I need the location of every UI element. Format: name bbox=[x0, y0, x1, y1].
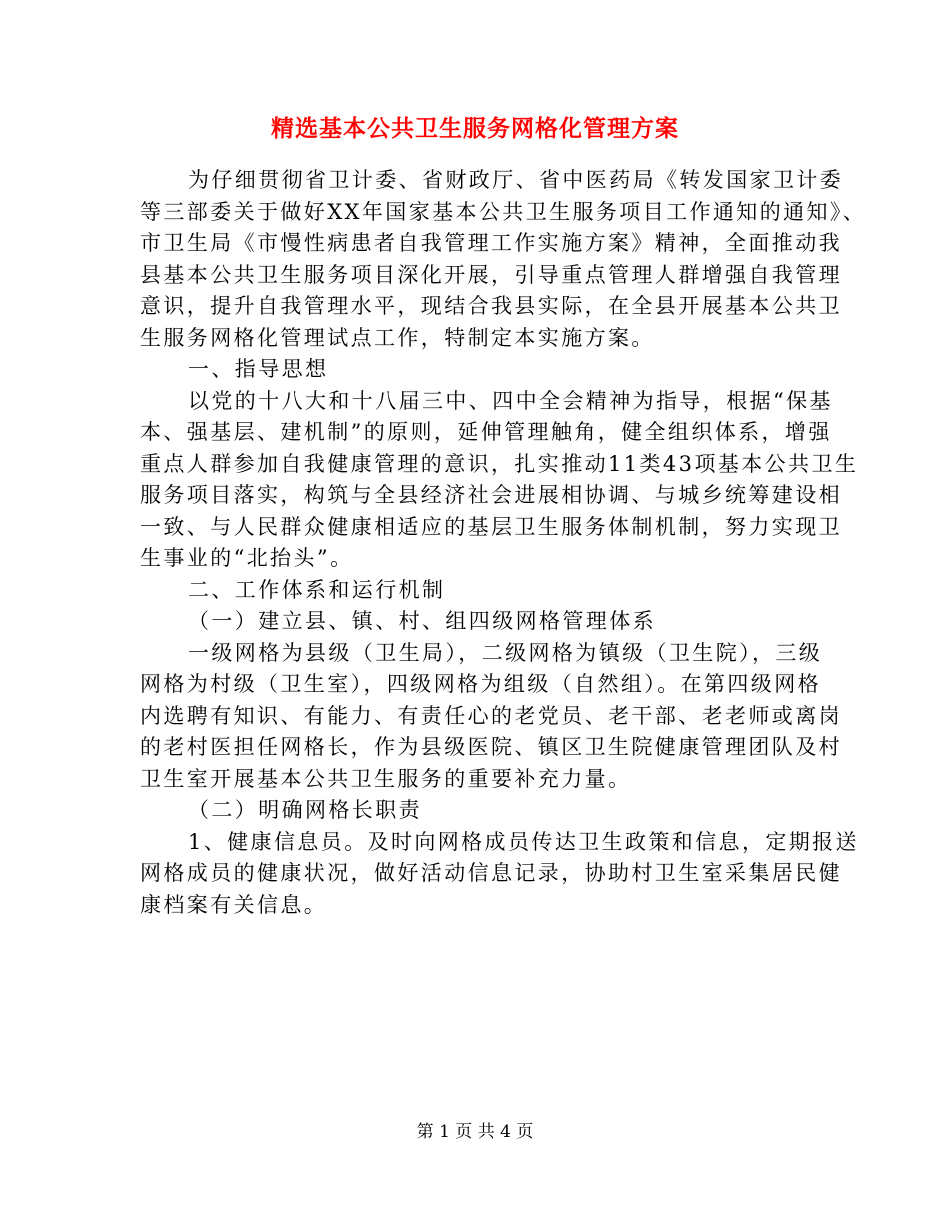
document-title: 精选基本公共卫生服务网格化管理方案 bbox=[271, 115, 679, 142]
body-line: 重点人群参加自我健康管理的意识，扎实推动11类43项基本公共卫生 bbox=[140, 451, 859, 476]
body-line: 康档案有关信息。 bbox=[140, 892, 328, 917]
body-line: 县基本公共卫生服务项目深化开展，引导重点管理人群增强自我管理 bbox=[140, 262, 842, 287]
body-line: 以党的十八大和十八届三中、四中全会精神为指导，根据“保基 bbox=[188, 388, 833, 413]
section-heading: 二、工作体系和运行机制 bbox=[188, 577, 446, 602]
body-line: 生事业的“北抬头”。 bbox=[140, 546, 354, 570]
body-line: 网格成员的健康状况，做好活动信息记录，协助村卫生室采集居民健 bbox=[140, 861, 842, 885]
document-body bbox=[140, 165, 867, 921]
body-line: 意识，提升自我管理水平，现结合我县实际，在全县开展基本公共卫 bbox=[140, 294, 842, 318]
body-line: 等三部委关于做好XX年国家基本公共卫生服务项目工作通知的通知》、 bbox=[140, 199, 867, 224]
section-heading: 一、指导思想 bbox=[188, 357, 329, 381]
body-line: 为仔细贯彻省卫计委、省财政厅、省中医药局《转发国家卫计委 bbox=[188, 168, 844, 192]
body-line: 的老村医担任网格长，作为县级医院、镇区卫生院健康管理团队及村 bbox=[140, 735, 842, 759]
body-line: 1、健康信息员。及时向网格成员传达卫生政策和信息，定期报送 bbox=[188, 829, 859, 854]
subsection-heading: （二）明确网格长职责 bbox=[188, 798, 422, 822]
body-line: 服务项目落实，构筑与全县经济社会进展相协调、与城乡统筹建设相 bbox=[140, 483, 842, 507]
body-line: 一致、与人民群众健康相适应的基层卫生服务体制机制，努力实现卫 bbox=[140, 514, 842, 539]
page-footer: 第 1 页 共 4 页 bbox=[416, 1122, 534, 1142]
body-line: 一级网格为县级（卫生局），二级网格为镇级（卫生院），三级 bbox=[188, 640, 823, 665]
body-line: 市卫生局《市慢性病患者自我管理工作实施方案》精神，全面推动我 bbox=[140, 231, 842, 255]
body-line: 卫生室开展基本公共卫生服务的重要补充力量。 bbox=[140, 766, 632, 791]
body-line: 内选聘有知识、有能力、有责任心的老党员、老干部、老老师或离岗 bbox=[140, 703, 842, 728]
body-line: 网格为村级（卫生室），四级网格为组级（自然组）。在第四级网格 bbox=[140, 672, 821, 696]
body-line: 生服务网格化管理试点工作，特制定本实施方案。 bbox=[140, 325, 655, 350]
body-line: 本、强基层、建机制”的原则，延伸管理触角，健全组织体系，增强 bbox=[140, 420, 832, 444]
subsection-heading: （一）建立县、镇、村、组四级网格管理体系 bbox=[188, 609, 656, 633]
